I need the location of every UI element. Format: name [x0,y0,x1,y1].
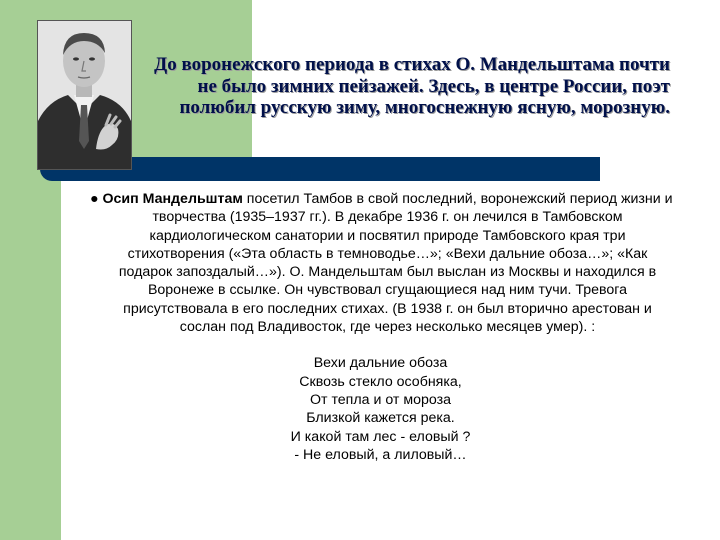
poem-line: - Не еловый, а лиловый… [294,446,467,463]
slide-content [88,190,673,464]
poet-name: Осип Мандельштам [102,191,243,207]
bullet-icon: ● [90,191,99,207]
poem [88,354,673,464]
bio-paragraph [88,190,673,336]
slide-title: До воронежского периода в стихах О. Мандельштама почти не было зимних пейзажей. Здесь, в центре России, поэт полюбил русскую зиму, многоснежную ясную, морозную. [154,54,670,118]
portrait-image [38,21,131,169]
portrait-photo [37,20,132,170]
poem-line: От тепла и от мороза [309,391,452,408]
poem-line: Вехи дальние обоза [313,355,448,372]
poem-line: Сквозь стекло особняка, [299,373,462,390]
poem-line: Близкой кажется река. [306,410,455,427]
bio-text: посетил Тамбов в свой последний, воронежский период жизни и творчества (1935–1937 гг.). В декабре 1936 г. он лечился в Тамбовском кардиологическом санатории и посвятил природе Тамбовского края три стихотворения («Эта область в темноводье…»; «Вехи дальние обоза…»; «Как подарок запоздалый…»). О. Мандельштам был выслан из Москвы и находился в Воронеже в ссылке. Он чувствовал сгущающиеся над ним тучи. Тревога присутствовала в его последних стихах. (В 1938 г. он был вторично арестован и сослан под Владивосток, где через несколько месяцев умер). : [118,191,673,336]
poem-line: И какой там лес - еловый ? [290,428,471,445]
